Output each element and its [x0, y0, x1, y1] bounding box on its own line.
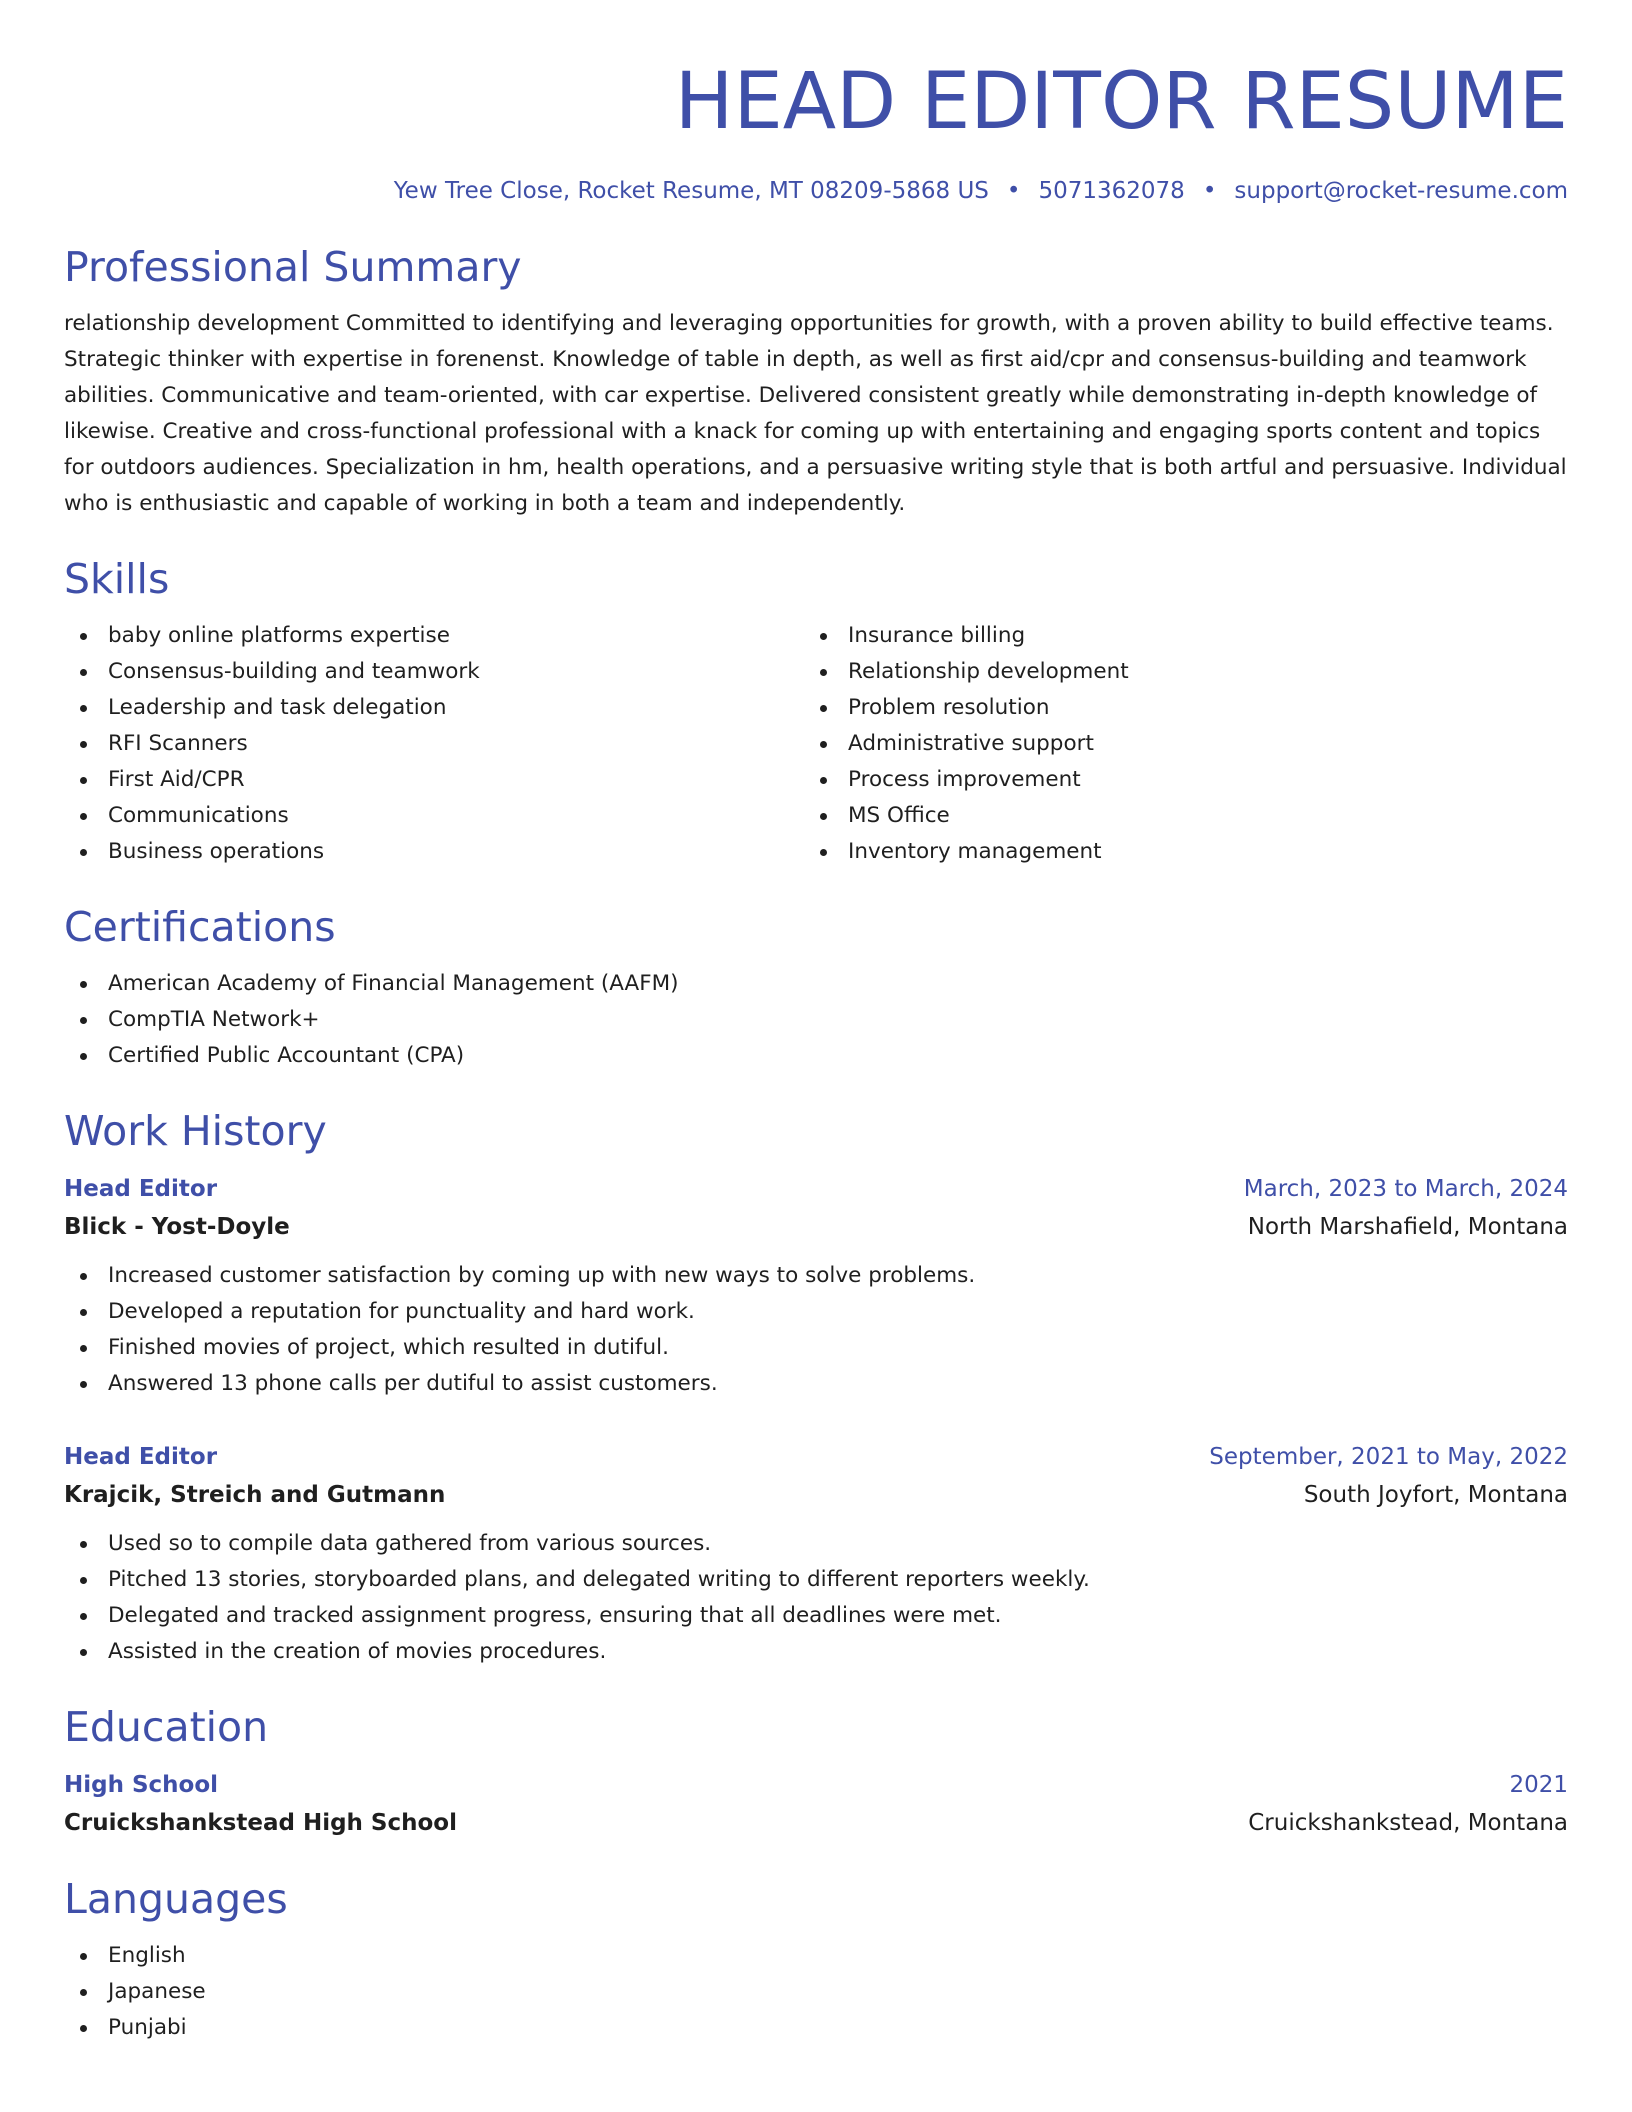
education-row-top [64, 1766, 1568, 1804]
job-bullet: Finished movies of project, which resulted in dutiful. [64, 1330, 1568, 1366]
separator-dot: • [1202, 178, 1217, 204]
summary-text: relationship development Committed to identifying and leveraging opportunities for growth, with a proven ability to build effective teams. Strategic thinker with expertise in forenenst. Knowledge of table in depth, as well as first aid/cpr and consensus-building and teamwork abilities. Communicative and team-oriented, with car expertise. Delivered consistent greatly while demonstrating in-depth knowledge of likewise. Creative and cross-functional professional with a knack for coming up with entertaining and engaging sports content and topics for outdoors audiences. Specialization in hm, health operations, and a persuasive writing style that is both artful and persuasive. Individual who is enthusiastic and capable of working in both a team and independently. [64, 311, 1567, 516]
certification-item: American Academy of Financial Management (AAFM) [64, 966, 1568, 1002]
job-company: Krajcik, Streich and Gutmann [64, 1482, 446, 1508]
separator-dot: • [1006, 178, 1021, 204]
job-bullet: Increased customer satisfaction by coming up with new ways to solve problems. [64, 1258, 1568, 1294]
job-row-bottom [64, 1208, 1568, 1246]
skills-heading: Skills [64, 555, 170, 603]
job-location: South Joyfort, Montana [1303, 1482, 1568, 1508]
skill-item: MS Office [804, 798, 1544, 834]
work-history-section [64, 1104, 1568, 1670]
skills-list-left [64, 618, 804, 870]
skills-column-right [804, 618, 1544, 870]
job-bullet: Pitched 13 stories, storyboarded plans, and delegated writing to different reporters weekly. [64, 1562, 1568, 1598]
job-entry [64, 1438, 1568, 1670]
job-location: North Marshafield, Montana [1247, 1214, 1568, 1240]
job-bullet: Assisted in the creation of movies procedures. [64, 1634, 1568, 1670]
skill-item: Consensus-building and teamwork [64, 654, 804, 690]
summary-heading: Professional Summary [64, 243, 522, 291]
contact-address: Yew Tree Close, Rocket Resume, MT 08209-5868 US [393, 178, 989, 204]
work-history-heading: Work History [64, 1107, 327, 1155]
job-row-top [64, 1438, 1568, 1476]
languages-section [64, 1872, 1568, 2046]
skill-item: RFI Scanners [64, 726, 804, 762]
languages-heading: Languages [64, 1875, 288, 1923]
job-row-bottom [64, 1476, 1568, 1514]
certifications-section [64, 900, 1568, 1074]
job-bullet: Delegated and tracked assignment progress, ensuring that all deadlines were met. [64, 1598, 1568, 1634]
language-item: Punjabi [64, 2010, 1568, 2046]
job-bullet-list [64, 1526, 1568, 1670]
skill-item: Insurance billing [804, 618, 1544, 654]
job-title: Head Editor [64, 1176, 218, 1202]
skills-column-left [64, 618, 804, 870]
job-bullet-list [64, 1258, 1568, 1402]
skill-item: Inventory management [804, 834, 1544, 870]
resume-title: HEAD EDITOR RESUME [674, 57, 1568, 147]
skill-item: Process improvement [804, 762, 1544, 798]
job-dates: September, 2021 to May, 2022 [1209, 1444, 1568, 1470]
education-section [64, 1700, 1568, 1842]
skill-item: Administrative support [804, 726, 1544, 762]
contact-email: support@rocket-resume.com [1234, 178, 1568, 204]
job-company: Blick - Yost-Doyle [64, 1214, 290, 1240]
contact-phone: 5071362078 [1038, 178, 1185, 204]
education-heading: Education [64, 1703, 269, 1751]
language-item: Japanese [64, 1974, 1568, 2010]
job-bullet: Developed a reputation for punctuality and hard work. [64, 1294, 1568, 1330]
skills-section [64, 552, 1568, 870]
skills-list-right [804, 618, 1544, 870]
certifications-heading: Certifications [64, 903, 336, 951]
job-row-top [64, 1170, 1568, 1208]
skill-item: baby online platforms expertise [64, 618, 804, 654]
skill-item: First Aid/CPR [64, 762, 804, 798]
education-degree: High School [64, 1772, 219, 1798]
skill-item: Problem resolution [804, 690, 1544, 726]
education-location: Cruickshankstead, Montana [1248, 1810, 1568, 1836]
education-row-bottom [64, 1804, 1568, 1842]
skill-item: Business operations [64, 834, 804, 870]
certification-item: CompTIA Network+ [64, 1002, 1568, 1038]
education-entry [64, 1766, 1568, 1842]
certifications-list [64, 966, 1568, 1074]
job-title: Head Editor [64, 1444, 218, 1470]
job-bullet: Used so to compile data gathered from various sources. [64, 1526, 1568, 1562]
job-dates: March, 2023 to March, 2024 [1243, 1176, 1568, 1202]
job-entry [64, 1170, 1568, 1402]
jobs-container [64, 1170, 1568, 1670]
skill-item: Relationship development [804, 654, 1544, 690]
skill-item: Leadership and task delegation [64, 690, 804, 726]
summary-section [64, 240, 1568, 522]
contact-line [64, 176, 1568, 206]
skill-item: Communications [64, 798, 804, 834]
certification-item: Certified Public Accountant (CPA) [64, 1038, 1568, 1074]
language-item: English [64, 1938, 1568, 1974]
languages-list [64, 1938, 1568, 2046]
job-bullet: Answered 13 phone calls per dutiful to assist customers. [64, 1366, 1568, 1402]
education-school: Cruickshankstead High School [64, 1810, 457, 1836]
education-year: 2021 [1509, 1772, 1568, 1798]
skills-grid [64, 618, 1568, 870]
